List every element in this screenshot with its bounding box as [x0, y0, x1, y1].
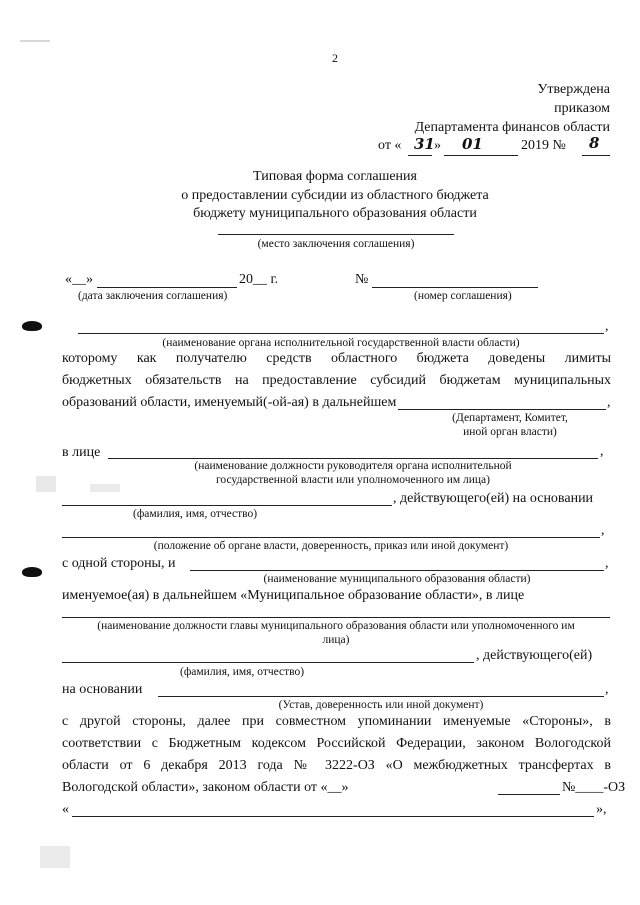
- fio-note: (фамилия, имя, отчество): [133, 508, 258, 520]
- approval-day-line: [408, 155, 432, 156]
- punch-hole-mark-1: [22, 321, 42, 331]
- approval-date-mid: »: [434, 138, 441, 153]
- scan-noise-lower: [40, 846, 70, 868]
- in-person-label: в лице: [62, 445, 101, 460]
- title-line-3: бюджету муниципального образования области: [193, 206, 477, 221]
- approval-year-text: 2019 №: [521, 138, 566, 153]
- dept-comma: ,: [607, 395, 611, 410]
- place-line: [218, 234, 454, 235]
- regulation-comma: ,: [601, 523, 605, 538]
- page-number: 2: [332, 51, 338, 65]
- dept-note-1: (Департамент, Комитет,: [452, 412, 568, 424]
- mo-head-note-2: лица): [322, 634, 350, 646]
- approval-month-line: [444, 155, 518, 156]
- law-date-line: [498, 794, 560, 795]
- punch-hole-mark-2: [22, 567, 42, 577]
- last-open-quote: «: [62, 802, 69, 817]
- head-note-1: (наименование должности руководителя органа исполнительной: [194, 460, 512, 472]
- charter-line: [158, 696, 604, 697]
- approval-line-2: приказом: [554, 101, 610, 116]
- date-year: 20__ г.: [239, 272, 279, 287]
- number-note: (номер соглашения): [414, 290, 512, 302]
- title-line-1: Типовая форма соглашения: [253, 169, 417, 184]
- approval-number-handwritten: 8: [589, 134, 600, 152]
- number-sign: №: [355, 272, 369, 287]
- title-line-2: о предоставлении субсидии из областного бюджета: [181, 188, 489, 203]
- mo-note: (наименование муниципального образования области): [263, 573, 531, 585]
- scan-noise-left: [36, 476, 56, 492]
- mo-head-note-1: (наименование должности главы муниципального образования области или уполномоченного им: [97, 620, 575, 632]
- regulation-note: (положение об органе власти, доверенность, приказ или иной документ): [153, 540, 509, 552]
- fio-note-2: (фамилия, имя, отчество): [180, 666, 305, 678]
- fio-line-2: [62, 662, 474, 663]
- scan-noise-top: [20, 40, 50, 42]
- acting-basis: , действующего(ей) на основании: [393, 491, 594, 506]
- regulation-line: [62, 537, 600, 538]
- paragraph-2-line-4a: Вологодской области», законом области от «__»: [62, 780, 349, 795]
- last-close-quote: »,: [596, 802, 607, 817]
- mo-head-line: [62, 617, 610, 618]
- number-line: [372, 287, 538, 288]
- place-note: (место заключения соглашения): [257, 238, 415, 250]
- date-quote: «__»: [65, 272, 93, 287]
- organ-comma: ,: [605, 319, 609, 334]
- named-mo-line: именуемое(ая) в дальнейшем «Муниципальное образование области», в лице: [62, 588, 525, 603]
- paragraph-2-line-4b: №____-ОЗ: [562, 780, 626, 795]
- paragraph-2-line-3: области от 6 декабря 2013 года № 3222-ОЗ «О межбюджетных трансфертах в: [62, 758, 611, 773]
- approval-line-3: Департамента финансов области: [414, 120, 610, 135]
- one-side-label: с одной стороны, и: [62, 556, 176, 571]
- approval-month-handwritten: 01: [462, 135, 483, 153]
- charter-note: (Устав, доверенность или иной документ): [278, 699, 484, 711]
- head-note-2: государственной власти или уполномоченного им лица): [216, 474, 490, 486]
- paragraph-1-line-1: которому как получателю средств областного бюджета доведены лимиты: [62, 351, 611, 366]
- law-name-line: [72, 816, 594, 817]
- approval-number-line: [582, 155, 610, 156]
- acting-label: , действующего(ей): [476, 648, 593, 663]
- organ-line: [78, 333, 604, 334]
- approval-date-prefix: от «: [378, 138, 402, 153]
- mo-line: [190, 570, 604, 571]
- approval-line-1: Утверждена: [537, 82, 610, 97]
- fio-line: [62, 505, 392, 506]
- dept-note-2: иной орган власти): [463, 426, 557, 438]
- paragraph-1-line-2: бюджетных обязательств на предоставление субсидий бюджетам муниципальных: [62, 373, 611, 388]
- paragraph-1-line-3: образований области, именуемый(-ой-ая) в дальнейшем: [62, 395, 397, 410]
- charter-comma: ,: [605, 682, 609, 697]
- paragraph-2-line-2: соответствии с Бюджетным кодексом Российской Федерации, законом Вологодской: [62, 736, 611, 751]
- head-line: [108, 458, 598, 459]
- organ-note: (наименование органа исполнительной государственной власти области): [162, 337, 520, 349]
- approval-day-handwritten: 31: [414, 135, 435, 153]
- on-basis-label: на основании: [62, 682, 143, 697]
- date-note: (дата заключения соглашения): [78, 290, 228, 302]
- head-comma: ,: [600, 444, 604, 459]
- dept-line: [398, 409, 606, 410]
- mo-comma: ,: [605, 556, 609, 571]
- date-line: [97, 287, 237, 288]
- paragraph-2-line-1: с другой стороны, далее при совместном упоминании именуемые «Стороны», в: [62, 714, 611, 729]
